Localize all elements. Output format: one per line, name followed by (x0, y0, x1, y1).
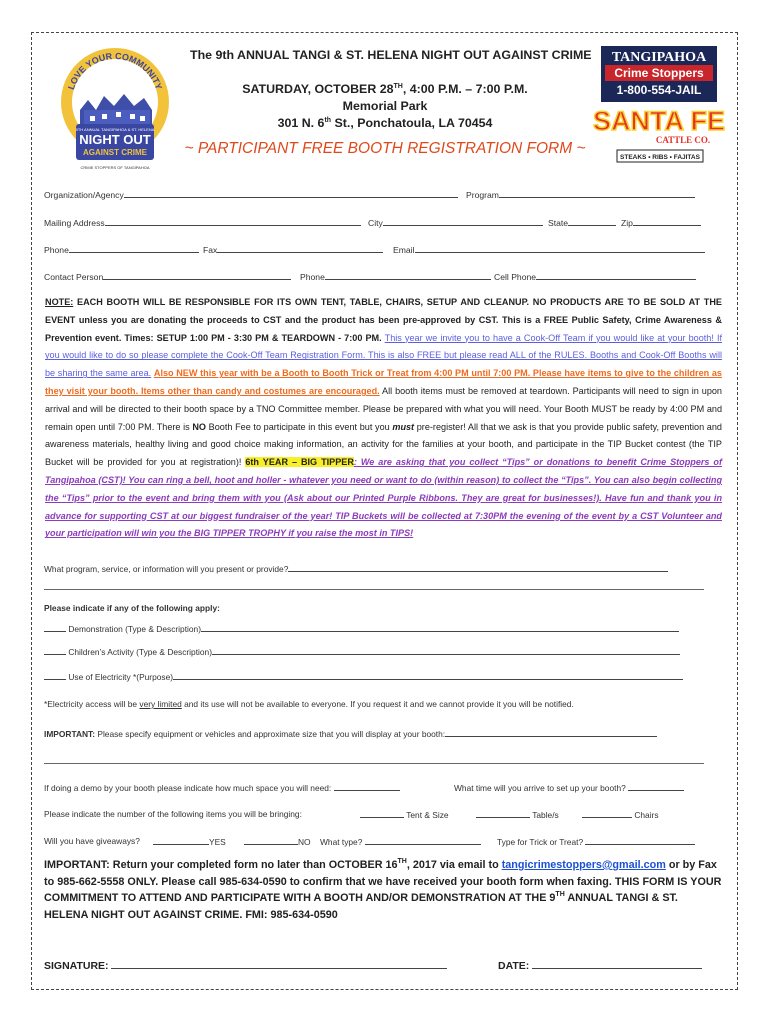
email-link[interactable]: tangicrimestoppers@gmail.com (501, 859, 666, 871)
chairs-field[interactable]: Chairs (582, 809, 659, 820)
logo-line3: AGAINST CRIME (83, 148, 147, 157)
items-question: Please indicate the number of the following items you will be bringing: (44, 809, 302, 819)
sf-sub: CATTLE CO. (655, 135, 711, 145)
logo-line1: 9TH ANNUAL TANGIPAHOA & ST. HELENA (75, 127, 155, 132)
logo-arc-text: LOVE YOUR COMMUNITY (66, 50, 164, 91)
trick-treat-field[interactable]: Type for Trick or Treat? (497, 836, 695, 847)
logo-line2: NIGHT OUT (79, 132, 151, 147)
note-paragraph: NOTE: EACH BOOTH WILL BE RESPONSIBLE FOR ITS OWN TENT, TABLE, CHAIRS, SETUP AND CLEANUP. NO PRODUCTS ARE TO BE SOLD AT THE EVENT unless you are donating the proceeds to CST and the product has been pre-approved by CST. This is a FREE Public Safety, Crime Awareness & Prevention event. Times: SETUP 1:00 PM - 3:30 PM & TEARDOWN - 7:00 PM. This year we invite you to have a Cook-Off Team if you would like at your booth! If you would like to do so please complete the Cook-Off Team Registration Form. This is also FREE but please read ALL of the RULES. Booths and Cook-Off Booths will be sharing the same area. Also NEW this year with be a Booth to Booth Trick or Treat from 4:00 PM until 7:00 PM. Please have items to give to the children as they visit your booth. Items other than candy and costumes are encouraged. All booth items must be removed at teardown. Participants will need to sign in upon arrival and will be directed to their booth space by a TNO Committee member. Please be prepared with what you will need. Your Booth MUST be ready by 4:00 PM and remain open until 7:00 PM. There is NO Booth Fee to participate in this event but you must pre-register! All that we ask is that you provide public safety, prevention and awareness materials, healthy living and good choice making information, an activity for the families at your booth, and participate in the TIP Bucket contest (the TIP Bucket will be provided for you at registration)! 6th YEAR – BIG TIPPER: We are asking that you collect “Tips” or donations to benefit Crime Stoppers of Tangipahoa (CST)! You can ring a bell, hoot and holler - whatever you need or want to do (within reason) to collect the “Tips”. You can also begin collecting the “Tips” prior to the event and bring them with you (Ask about our Printed Purple Ribbons. They are great for businesses!). Have fun and thank you in advance for supporting CST at our biggest fundraiser of the year! TIP Buckets will be collected at 7:30PM the evening of the event by a CST Volunteer and your participation will win you the BIG TIPPER TROPHY if you raise the most in TIPS! (45, 297, 723, 539)
children-field[interactable]: Children’s Activity (Type & Description) (44, 646, 680, 657)
program-answer-line[interactable] (44, 589, 704, 590)
email-field[interactable]: Email (393, 244, 705, 255)
phone-field[interactable]: Phone (44, 244, 199, 255)
event-date: SATURDAY, OCTOBER 28TH, 4:00 P.M. – 7:00 P.M. (242, 82, 528, 96)
cs-name2: Crime Stoppers (614, 66, 704, 80)
date-field[interactable]: DATE: (498, 960, 702, 972)
big-tipper-text: : We are asking that you collect “Tips” or donations to benefit Crime Stoppers of Tangipahoa (CST)! You can ring a bell, hoot and holler - whatever you need or want to do (within reason) to collect the “Tips”. You can also begin collecting the “Tips” prior to the event and bring them with you (Ask about our Printed Purple Ribbons. They are great for businesses!). Have fun and thank you in advance for supporting CST at our biggest fundraiser of the year! TIP Buckets will be collected at 7:30PM the evening of the event by a CST Volunteer and your participation will win you the BIG TIPPER TROPHY if you raise the most in TIPS! (45, 457, 723, 539)
night-out-logo (58, 40, 172, 180)
contact-field[interactable]: Contact Person (44, 271, 291, 282)
arrive-field[interactable]: What time will you arrive to set up your booth? (454, 782, 684, 793)
fax-field[interactable]: Fax (203, 244, 383, 255)
what-type-field[interactable]: What type? (320, 836, 481, 847)
event-title: The 9th ANNUAL TANGI & ST. HELENA NIGHT OUT AGAINST CRIME (190, 48, 592, 62)
logo-sponsor: CRIME STOPPERS OF TANGIPAHOA (80, 165, 150, 170)
tent-field[interactable]: Tent & Size (360, 809, 449, 820)
tables-field[interactable]: Table/s (476, 809, 559, 820)
mailing-field[interactable]: Mailing Address (44, 217, 361, 228)
trick-or-treat-text: Also NEW this year with be a Booth to Booth Trick or Treat from 4:00 PM until 7:00 PM. Please have items to give to the children as they visit your booth. Items other than candy and costumes are encouraged. (45, 368, 722, 396)
signature-field[interactable]: SIGNATURE: (44, 960, 447, 972)
giveaways-no[interactable]: NO (244, 836, 311, 847)
equipment-answer-line[interactable] (44, 763, 704, 764)
state-field[interactable]: State (548, 217, 616, 228)
note-label: NOTE: (45, 297, 74, 307)
electricity-note: *Electricity access will be very limited and its use will not be available to everyone. If you request it and we cannot provide it you will be notified. (44, 699, 574, 709)
form-subtitle: ~ PARTICIPANT FREE BOOTH REGISTRATION FORM ~ (184, 140, 586, 157)
cs-phone: 1-800-554-JAIL (616, 83, 702, 97)
program-question[interactable]: What program, service, or information will you present or provide? (44, 563, 668, 574)
zip-field[interactable]: Zip (621, 217, 701, 228)
city-field[interactable]: City (368, 217, 543, 228)
crime-stoppers-logo (601, 46, 717, 102)
cell-field[interactable]: Cell Phone (494, 271, 696, 282)
giveaways-yes[interactable]: YES (153, 836, 226, 847)
space-field[interactable]: If doing a demo by your booth please indicate how much space you will need: (44, 782, 400, 793)
indicate-heading: Please indicate if any of the following apply: (44, 603, 220, 613)
cs-name1: TANGIPAHOA (611, 50, 707, 65)
sf-tag: STEAKS • RIBS • FAJITAS (620, 154, 700, 161)
equipment-question[interactable]: IMPORTANT: Please specify equipment or vehicles and approximate size that you will display at your booth: (44, 728, 657, 739)
big-tipper-highlight: 6th YEAR – BIG TIPPER (245, 457, 354, 468)
return-instructions: IMPORTANT: Return your completed form no later than OCTOBER 16TH, 2017 via email to tangicrimestoppers@gmail.com or by Fax to 985-662-5558 ONLY. Please call 985-634-0590 to confirm that we have received your booth form when faxing. THIS FORM IS YOUR COMMITMENT TO ATTEND AND PARTICIPATE WITH A BOOTH AND/OR DEMONSTRATION AT THE 9TH ANNUAL TANGI & ST. HELENA NIGHT OUT AGAINST CRIME. FMI: 985-634-0590 (44, 858, 722, 921)
phone2-field[interactable]: Phone (300, 271, 491, 282)
org-field[interactable]: Organization/Agency (44, 189, 458, 200)
sf-name: SANTA FE (593, 106, 725, 136)
program-field[interactable]: Program (466, 189, 695, 200)
electricity-field[interactable]: Use of Electricity *(Purpose) (44, 671, 683, 682)
giveaways-question: Will you have giveaways? (44, 836, 140, 846)
cookoff-text: This year we invite you to have a Cook-Off Team if you would like at your booth! If you would like to do so please complete the Cook-Off Team Registration Form. This is also FREE but please read ALL of the RULES. Booths and Cook-Off Booths will be sharing the same area. (45, 332, 722, 379)
demo-field[interactable]: Demonstration (Type & Description) (44, 623, 679, 634)
event-venue: Memorial Park (342, 99, 428, 113)
event-address: 301 N. 6th St., Ponchatoula, LA 70454 (277, 116, 493, 130)
